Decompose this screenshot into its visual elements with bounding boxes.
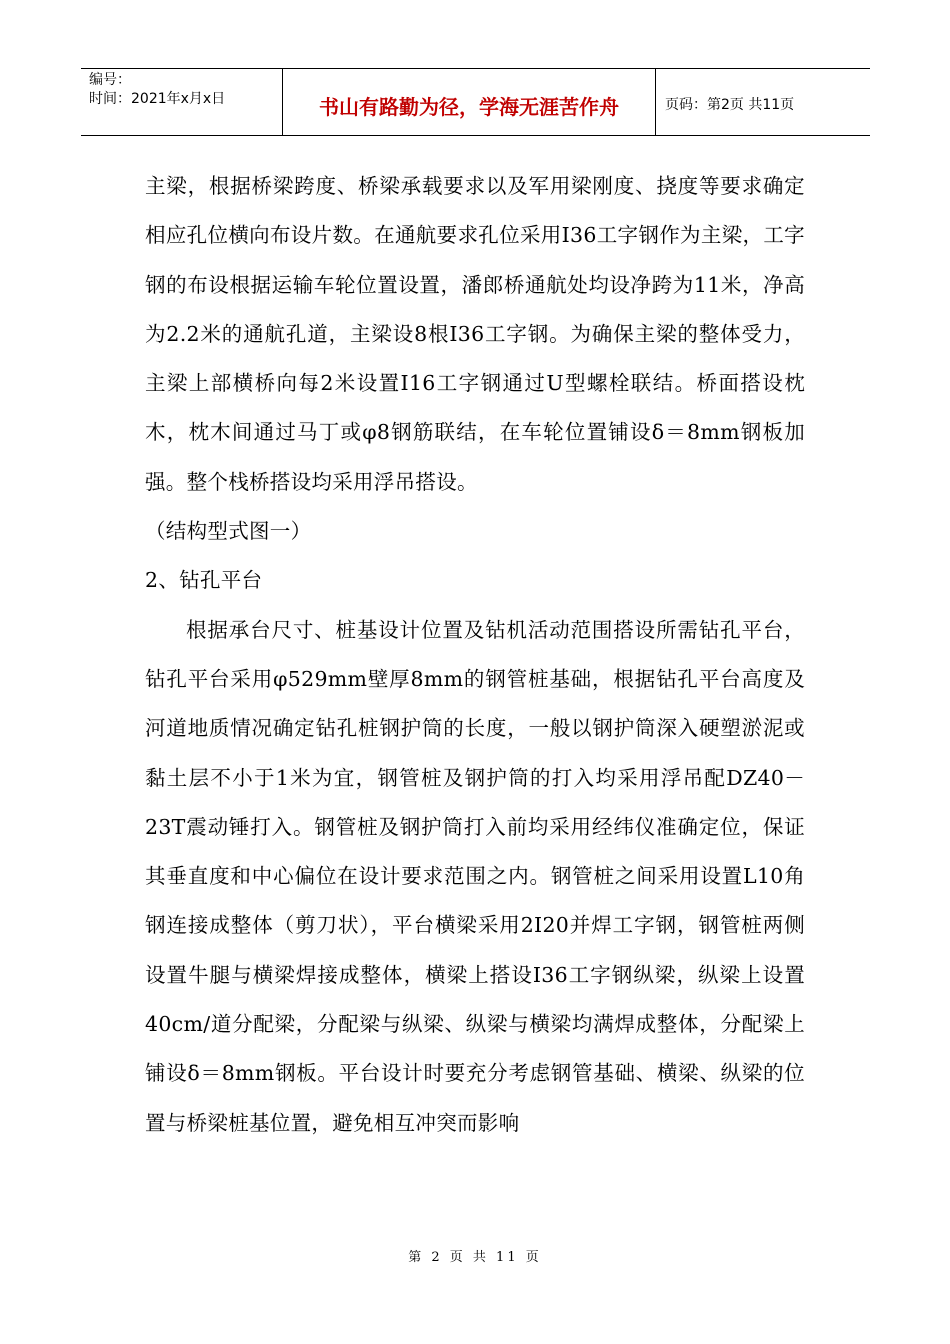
figure-reference: （结构型式图一）	[145, 519, 312, 544]
page-footer: 第 2 页 共 11 页	[408, 1250, 542, 1265]
section-heading-drilling-platform: 2、钻孔平台	[145, 568, 263, 593]
document-body	[145, 162, 805, 1148]
document-time-label: 时间：2021年x月x日	[89, 91, 226, 107]
header-page-info: 页码：第2页 共11页	[665, 97, 795, 113]
paragraph-drilling-platform: 根据承台尺寸、桩基设计位置及钻机活动范围搭设所需钻孔平台，钻孔平台采用φ529mm壁厚8mm的钢管桩基础，根据钻孔平台高度及河道地质情况确定钻孔桩钢护筒的长度，一般以钢护筒深入硬塑淤泥或黏土层不小于1米为宜，钢管桩及钢护筒的打入均采用浮吊配DZ40－23T震动锤打入。钢管桩及钢护筒打入前均采用经纬仪准确定位，保证其垂直度和中心偏位在设计要求范围之内。钢管桩之间采用设置L10角钢连接成整体（剪刀状），平台横梁采用2I20并焊工字钢，钢管桩两侧设置牛腿与横梁焊接成整体，横梁上搭设I36工字钢纵梁，纵梁上设置40cm/道分配梁，分配梁与纵梁、纵梁与横梁均满焊成整体，分配梁上铺设δ＝8mm钢板。平台设计时要充分考虑钢管基础、横梁、纵梁的位置与桥梁桩基位置，避免相互冲突而影响	[145, 617, 805, 1135]
header-meta-cell	[81, 69, 283, 135]
header-motto: 书山有路勤为径，学海无涯苦作舟	[283, 69, 656, 135]
page-header	[81, 68, 870, 136]
paragraph-main-beam: 主梁，根据桥梁跨度、桥梁承载要求以及军用梁刚度、挠度等要求确定相应孔位横向布设片数。在通航要求孔位采用I36工字钢作为主梁，工字钢的布设根据运输车轮位置设置，潘郎桥通航处均设净跨为11米，净高为2.2米的通航孔道，主梁设8根I36工字钢。为确保主梁的整体受力，主梁上部横桥向每2米设置I16工字钢通过U型螺栓联结。桥面搭设枕木，枕木间通过马丁或φ8钢筋联结，在车轮位置铺设δ＝8mm钢板加强。整个栈桥搭设均采用浮吊搭设。	[145, 174, 805, 494]
document-number-label: 编号：	[89, 72, 131, 88]
